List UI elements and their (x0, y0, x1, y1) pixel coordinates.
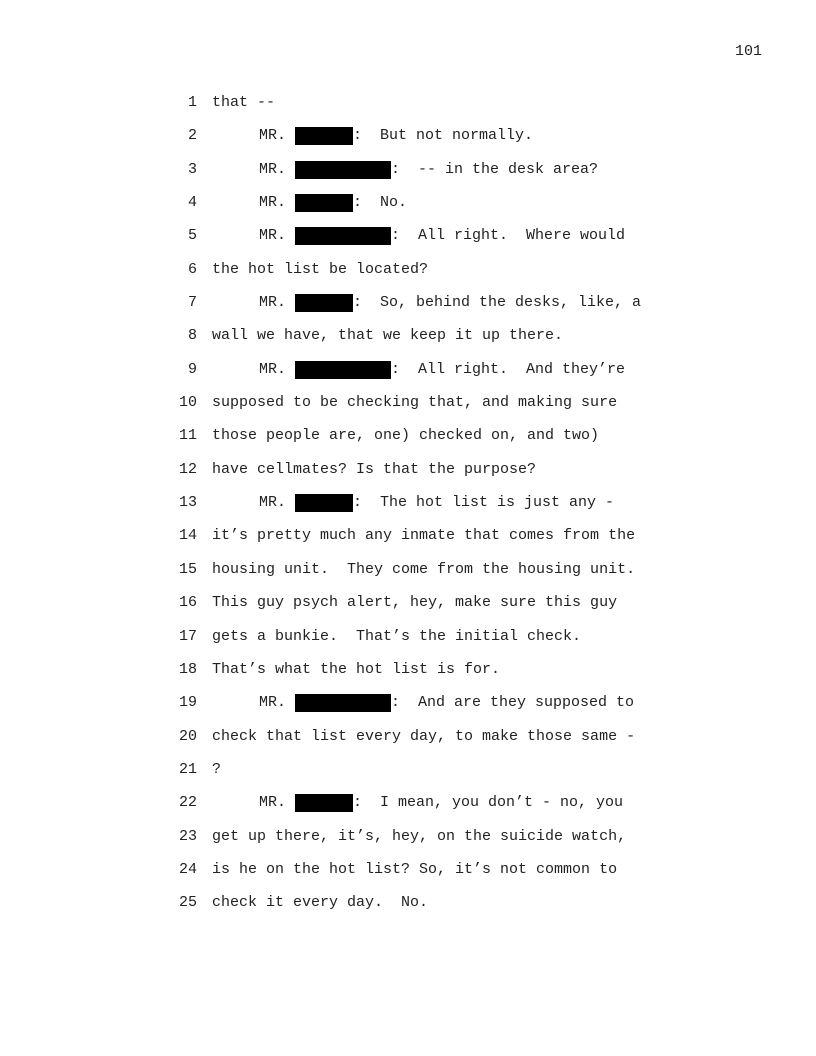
transcript-line (0, 728, 816, 761)
speaker-line (259, 794, 623, 812)
line-number: 14 (178, 527, 197, 545)
line-number: 1 (187, 94, 197, 111)
speaker-prefix: MR. (259, 694, 287, 712)
speaker-prefix: MR. (259, 227, 287, 245)
speaker-text: : -- in the desk area? (391, 160, 599, 178)
transcript-line (0, 794, 816, 827)
transcript-line (0, 461, 816, 494)
page-number: 101 (734, 43, 762, 60)
speaker-text: : All right. And they’re (391, 360, 626, 378)
line-number: 7 (187, 294, 197, 312)
line-number: 23 (178, 827, 197, 845)
speaker-text: : So, behind the desks, like, a (353, 294, 642, 312)
speaker-line (259, 494, 614, 512)
line-number: 4 (187, 194, 197, 212)
redaction-bar (295, 161, 391, 179)
line-number: 6 (187, 260, 197, 278)
line-text: housing unit. They come from the housing unit. (212, 560, 636, 578)
redaction-bar (295, 294, 353, 312)
speaker-line (259, 194, 407, 212)
transcript-line (0, 594, 816, 627)
line-number: 5 (187, 227, 197, 245)
speaker-line (259, 127, 533, 145)
transcript-line (0, 661, 816, 694)
transcript-line (0, 361, 816, 394)
transcript-line (0, 427, 816, 460)
redaction-bar (295, 694, 391, 712)
line-text: those people are, one) checked on, and two) (212, 427, 600, 445)
speaker-prefix: MR. (259, 160, 287, 178)
line-number: 13 (178, 494, 197, 512)
speaker-text: : No. (353, 194, 408, 212)
speaker-text: : And are they supposed to (391, 694, 635, 712)
line-text: check it every day. No. (212, 894, 429, 912)
speaker-line (259, 227, 625, 245)
line-number: 9 (187, 360, 197, 378)
line-text: get up there, it’s, hey, on the suicide watch, (212, 827, 627, 845)
speaker-prefix: MR. (259, 127, 287, 145)
speaker-text: : But not normally. (353, 127, 534, 145)
redaction-bar (295, 127, 353, 145)
redaction-bar (295, 227, 391, 245)
transcript-line (0, 628, 816, 661)
transcript-line (0, 694, 816, 727)
line-text: the hot list be located? (212, 260, 429, 278)
transcript-line (0, 227, 816, 260)
transcript-line (0, 761, 816, 794)
speaker-line (259, 161, 598, 179)
line-text: That’s what the hot list is for. (212, 660, 501, 678)
transcript-line (0, 294, 816, 327)
line-number: 16 (178, 594, 197, 612)
redaction-bar (295, 361, 391, 379)
transcript-line (0, 527, 816, 560)
speaker-prefix: MR. (259, 194, 287, 212)
line-text: gets a bunkie. That’s the initial check. (212, 627, 582, 645)
transcript-line (0, 194, 816, 227)
line-text: it’s pretty much any inmate that comes from the (212, 527, 636, 545)
transcript-line (0, 861, 816, 894)
speaker-text: : The hot list is just any - (353, 494, 615, 512)
redaction-bar (295, 794, 353, 812)
speaker-prefix: MR. (259, 494, 287, 512)
line-number: 11 (178, 427, 197, 445)
speaker-prefix: MR. (259, 294, 287, 312)
line-number: 15 (178, 560, 197, 578)
line-number: 22 (178, 794, 197, 812)
transcript-body (0, 94, 816, 928)
line-number: 18 (178, 660, 197, 678)
speaker-text: : All right. Where would (391, 227, 626, 245)
transcript-line (0, 394, 816, 427)
line-text: that -- (212, 94, 276, 111)
speaker-text: : I mean, you don’t - no, you (353, 794, 624, 812)
speaker-prefix: MR. (259, 794, 287, 812)
speaker-line (259, 294, 641, 312)
line-text: ? (212, 760, 222, 778)
speaker-prefix: MR. (259, 360, 287, 378)
line-number: 25 (178, 894, 197, 912)
line-text: supposed to be checking that, and making sure (212, 394, 618, 412)
transcript-line (0, 494, 816, 527)
line-number: 12 (178, 460, 197, 478)
transcript-line (0, 327, 816, 360)
transcript-line (0, 261, 816, 294)
transcript-line (0, 127, 816, 160)
transcript-line (0, 828, 816, 861)
line-text: have cellmates? Is that the purpose? (212, 460, 537, 478)
redaction-bar (295, 494, 353, 512)
transcript-line (0, 161, 816, 194)
redaction-bar (295, 194, 353, 212)
speaker-line (259, 694, 634, 712)
line-text: This guy psych alert, hey, make sure this guy (212, 594, 618, 612)
transcript-line (0, 561, 816, 594)
line-number: 19 (178, 694, 197, 712)
line-text: wall we have, that we keep it up there. (212, 327, 564, 345)
line-number: 17 (178, 627, 197, 645)
line-number: 20 (178, 727, 197, 745)
line-number: 10 (178, 394, 197, 412)
line-number: 21 (178, 760, 197, 778)
line-number: 24 (178, 860, 197, 878)
line-text: check that list every day, to make those same - (212, 727, 636, 745)
line-number: 2 (187, 127, 197, 145)
speaker-line (259, 361, 625, 379)
transcript-line (0, 94, 816, 127)
line-text: is he on the hot list? So, it’s not common to (212, 860, 618, 878)
line-number: 3 (187, 160, 197, 178)
line-number: 8 (187, 327, 197, 345)
transcript-line (0, 894, 816, 927)
